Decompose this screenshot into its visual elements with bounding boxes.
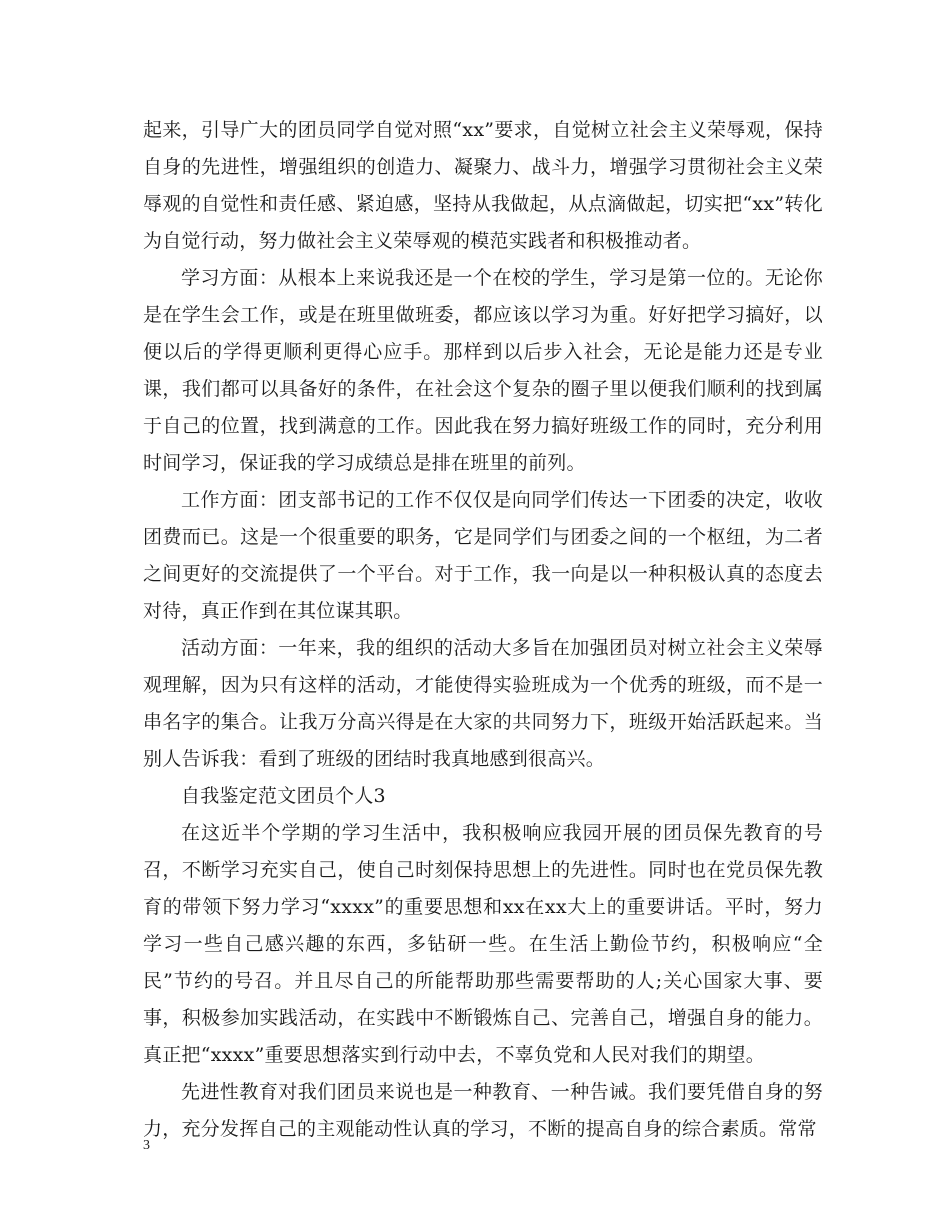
paragraph-advanced-education: 先进性教育对我们团员来说也是一种教育、一种告诫。我们要凭借自身的努力，充分发挥自己的主观能动性认真的学习，不断的提高自身的综合素质。常常 — [143, 1081, 823, 1140]
paragraph-continuation: 起来，引导广大的团员同学自觉对照“xx”要求，自觉树立社会主义荣辱观，保持自身的先进性，增强组织的创造力、凝聚力、战斗力，增强学习贯彻社会主义荣辱观的自觉性和责任感、紧迫感，坚持从我做起，从点滴做起，切实把“xx”转化为自觉行动，努力做社会主义荣辱观的模范实践者和积极推动者。 — [143, 119, 823, 252]
paragraph-work: 工作方面：团支部书记的工作不仅仅是向同学们传达一下团委的决定，收收团费而已。这是一个很重要的职务，它是同学们与团委之间的一个枢纽，为二者之间更好的交流提供了一个平台。对于工作，我一向是以一种积极认真的态度去对待，真正作到在其位谋其职。 — [143, 489, 823, 622]
paragraph-activities: 活动方面：一年来，我的组织的活动大多旨在加强团员对树立社会主义荣辱观理解，因为只有这样的活动，才能使得实验班成为一个优秀的班级，而不是一串名字的集合。让我万分高兴得是在大家的共同努力下，班级开始活跃起来。当别人告诉我：看到了班级的团结时我真地感到很高兴。 — [143, 637, 823, 770]
document-body — [143, 112, 823, 1148]
paragraph-semester: 在这近半个学期的学习生活中，我积极响应我园开展的团员保先教育的号召，不断学习充实自己，使自己时刻保持思想上的先进性。同时也在党员保先教育的带领下努力学习“xxxx”的重要思想和xx在xx大上的重要讲话。平时，努力学习一些自己感兴趣的东西，多钻研一些。在生活上勤俭节约，积极响应“全民”节约的号召。并且尽自己的所能帮助那些需要帮助的人;关心国家大事、要事，积极参加实践活动，在实践中不断锻炼自己、完善自己，增强自身的能力。真正把“xxxx”重要思想落实到行动中去，不辜负党和人民对我们的期望。 — [143, 822, 823, 1066]
section-heading: 自我鉴定范文团员个人3 — [181, 785, 386, 807]
paragraph-study: 学习方面：从根本上来说我还是一个在校的学生，学习是第一位的。无论你是在学生会工作，或是在班里做班委，都应该以学习为重。好好把学习搞好，以便以后的学得更顺利更得心应手。那样到以后步入社会，无论是能力还是专业课，我们都可以具备好的条件，在社会这个复杂的圈子里以便我们顺利的找到属于自己的位置，找到满意的工作。因此我在努力搞好班级工作的同时，充分利用时间学习，保证我的学习成绩总是排在班里的前列。 — [143, 267, 823, 474]
page-number: 3 — [143, 1138, 150, 1153]
